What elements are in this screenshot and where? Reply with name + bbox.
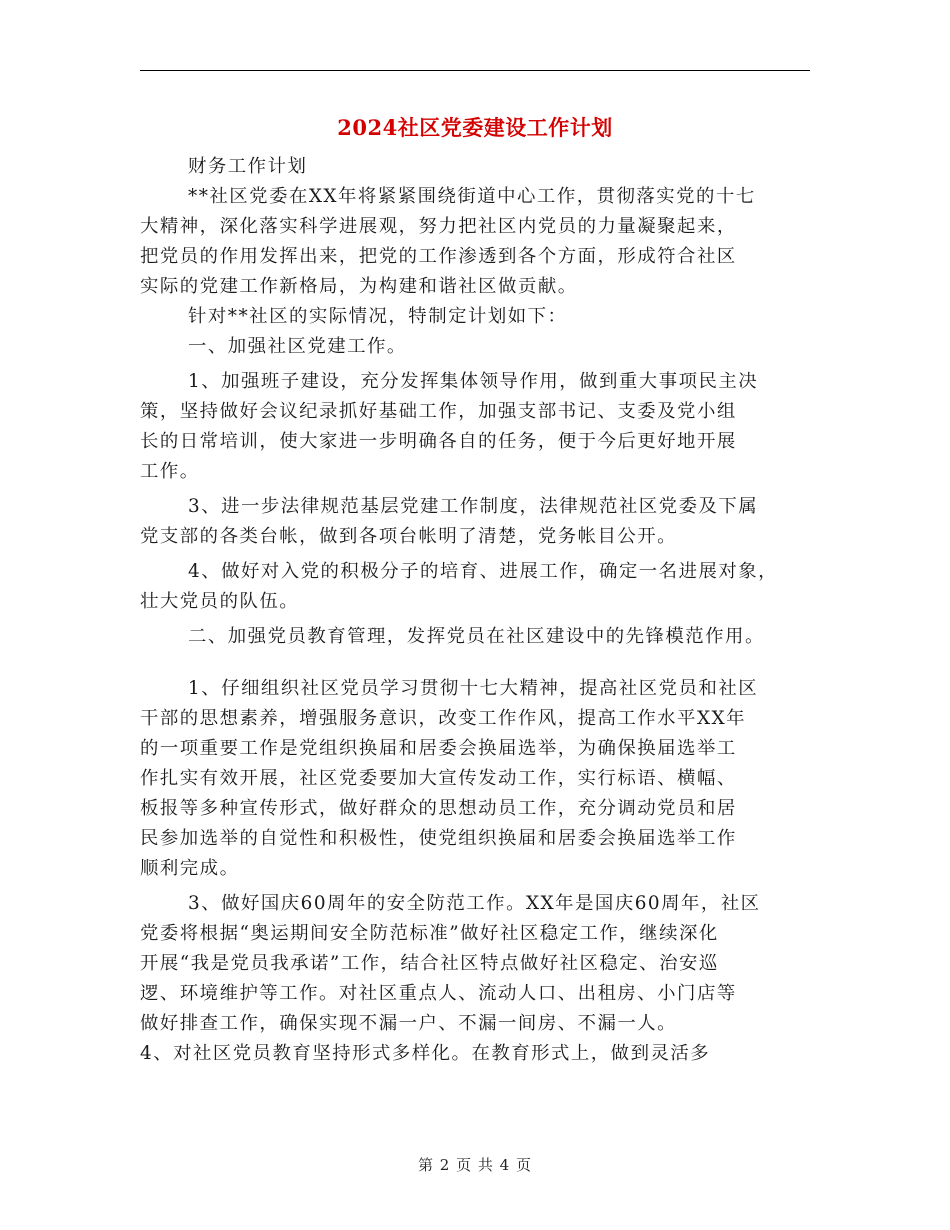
paragraph-line: 3、做好国庆60周年的安全防范工作。XX年是国庆60周年，社区: [188, 893, 761, 914]
paragraph-line: 工作。: [140, 461, 200, 482]
paragraph-line: 大精神，深化落实科学进展观，努力把社区内党员的力量凝聚起来，: [140, 216, 737, 237]
paragraph-line: 针对**社区的实际情况，特制定计划如下：: [188, 306, 568, 327]
paragraph-line: 策，坚持做好会议纪录抓好基础工作，加强支部书记、支委及党小组: [140, 401, 737, 422]
paragraph-line: 二、加强党员教育管理，发挥党员在社区建设中的先锋模范作用。: [188, 626, 765, 647]
paragraph-line: 4、对社区党员教育坚持形式多样化。在教育形式上，做到灵活多: [140, 1043, 711, 1064]
paragraph-line: 长的日常培训，使大家进一步明确各自的任务，便于今后更好地开展: [140, 431, 737, 452]
paragraph-line: [140, 1074, 812, 1104]
paragraph-line: 的一项重要工作是党组织换届和居委会换届选举，为确保换届选举工: [140, 738, 737, 759]
paragraph-line: 把党员的作用发挥出来，把党的工作渗透到各个方面，形成符合社区: [140, 246, 737, 267]
paragraph-line: 做好排查工作，确保实现不漏一户、不漏一间房、不漏一人。: [140, 1013, 678, 1034]
document-title: 2024社区党委建设工作计划: [337, 115, 613, 140]
paragraph-line: 开展“我是党员我承诺”工作，结合社区特点做好社区稳定、治安巡: [140, 953, 719, 974]
paragraph-line: 板报等多种宣传形式，做好群众的思想动员工作，充分调动党员和居: [140, 798, 737, 819]
paragraph-line: 党支部的各类台帐，做到各项台帐明了清楚，党务帐目公开。: [140, 526, 678, 547]
paragraph-line: 逻、环境维护等工作。对社区重点人、流动人口、出租房、小门店等: [140, 983, 737, 1004]
document-body: [140, 152, 812, 1104]
paragraph-line: 干部的思想素养，增强服务意识，改变工作作风，提高工作水平XX年: [140, 708, 747, 729]
header-rule: [140, 70, 810, 71]
page-number: 第 2 页 共 4 页: [418, 1156, 532, 1174]
paragraph-line: 作扎实有效开展，社区党委要加大宣传发动工作，实行标语、横幅、: [140, 768, 737, 789]
paragraph-line: 1、仔细组织社区党员学习贯彻十七大精神，提高社区党员和社区: [188, 678, 759, 699]
paragraph-line: 民参加选举的自觉性和积极性，使党组织换届和居委会换届选举工作: [140, 828, 737, 849]
blank-line: [140, 652, 812, 674]
paragraph-line: 顺利完成。: [140, 858, 240, 879]
paragraph-line: 1、加强班子建设，充分发挥集体领导作用，做到重大事项民主决: [188, 371, 759, 392]
paragraph-line: 4、做好对入党的积极分子的培育、进展工作，确定一名进展对象，: [188, 561, 779, 582]
paragraph-line: **社区党委在XX年将紧紧围绕街道中心工作，贯彻落实党的十七: [188, 186, 756, 207]
paragraph-line: 一、加强社区党建工作。: [188, 336, 407, 357]
paragraph-line: 财务工作计划: [188, 156, 308, 177]
paragraph-line: 党委将根据“奥运期间安全防范标准”做好社区稳定工作，继续深化: [140, 923, 719, 944]
paragraph-line: 壮大党员的队伍。: [140, 591, 300, 612]
paragraph-line: 3、进一步法律规范基层党建工作制度，法律规范社区党委及下属: [188, 496, 759, 517]
paragraph-line: 实际的党建工作新格局，为构建和谐社区做贡献。: [140, 276, 578, 297]
